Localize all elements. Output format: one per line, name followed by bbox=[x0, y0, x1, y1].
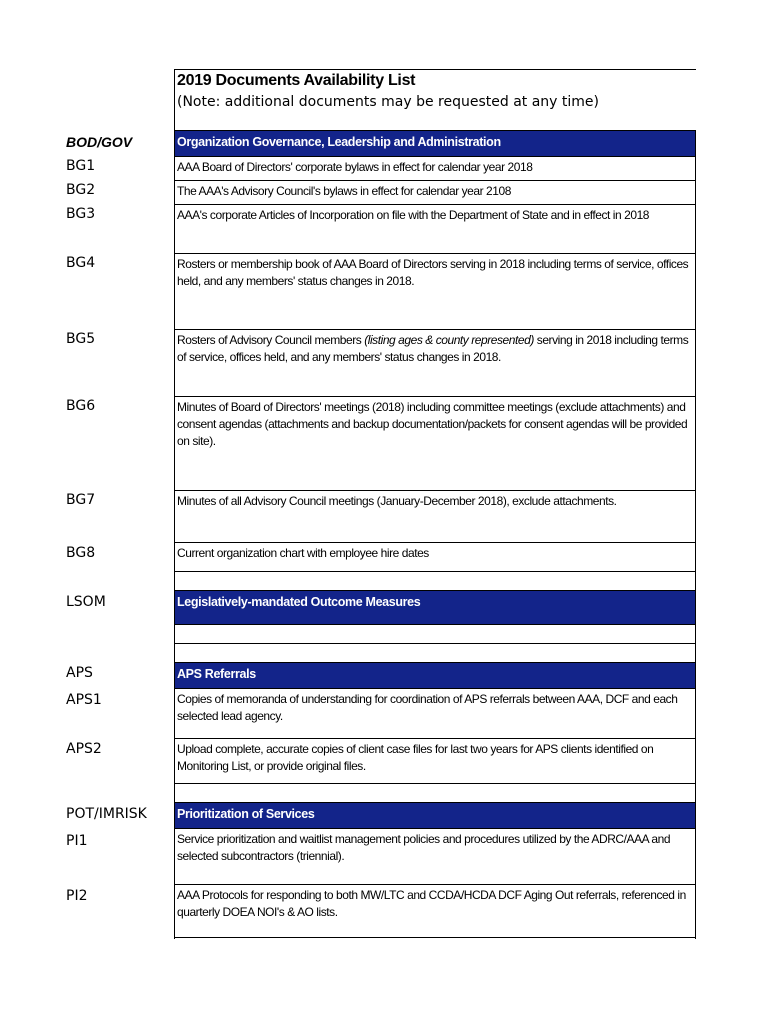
row-text: The AAA's Advisory Council's bylaws in effect for calendar year 2108 bbox=[177, 184, 511, 198]
code-bodgov: BOD/GOV bbox=[66, 134, 133, 150]
code-aps1: APS1 bbox=[66, 692, 102, 708]
table-row-bg2 bbox=[175, 181, 695, 205]
code-bg2: BG2 bbox=[66, 182, 96, 198]
row-text: Current organization chart with employee hire dates bbox=[177, 546, 429, 560]
row-text: Minutes of Board of Directors' meetings (2018) including committee meetings (exclude attachments) and consent agendas (attachments and backup documentation/packets for consent agendas will be provided on site). bbox=[177, 400, 688, 448]
table-row-bg1 bbox=[175, 157, 695, 181]
table-row-aps1 bbox=[175, 689, 695, 739]
table-row-spacer bbox=[175, 572, 695, 591]
code-lsom: LSOM bbox=[66, 594, 106, 610]
code-pi1: PI1 bbox=[66, 833, 88, 849]
section-header-pot bbox=[175, 803, 695, 829]
table-row-spacer bbox=[175, 784, 695, 803]
section-header-lsom-label: Legislatively-mandated Outcome Measures bbox=[177, 595, 421, 609]
code-bg4: BG4 bbox=[66, 255, 96, 271]
row-text: Upload complete, accurate copies of client case files for last two years for APS clients identified on Monitoring List, or provide original files. bbox=[177, 742, 654, 773]
table-row-spacer bbox=[175, 644, 695, 663]
document-title: 2019 Documents Availability List bbox=[177, 72, 416, 89]
table-row-pi2 bbox=[175, 885, 695, 938]
row-text: Copies of memoranda of understanding for coordination of APS referrals between AAA, DCF and each selected lead agency. bbox=[177, 692, 678, 723]
code-aps2: APS2 bbox=[66, 741, 102, 757]
row-text: AAA's corporate Articles of Incorporation on file with the Department of State and in effect in 2018 bbox=[177, 208, 650, 222]
section-header-org-label: Organization Governance, Leadership and Administration bbox=[177, 135, 501, 149]
row-text: Rosters of Advisory Council members (listing ages & county represented) serving in 2018 including terms of service, offices held, and any members' status changes in 2018. bbox=[177, 333, 689, 364]
code-pi2: PI2 bbox=[66, 888, 88, 904]
row-text: AAA Board of Directors' corporate bylaws in effect for calendar year 2018 bbox=[177, 160, 533, 174]
section-header-org bbox=[175, 131, 695, 157]
table-row-spacer bbox=[175, 625, 695, 644]
table-row-bg7 bbox=[175, 491, 695, 543]
row-text: AAA Protocols for responding to both MW/LTC and CCDA/HCDA DCF Aging Out referrals, referenced in quarterly DOEA NOI's & AO lists. bbox=[177, 888, 686, 919]
section-header-lsom bbox=[175, 591, 695, 625]
table-row-aps2 bbox=[175, 739, 695, 784]
table-row-bg4 bbox=[175, 254, 695, 330]
document-note: (Note: additional documents may be requested at any time) bbox=[177, 94, 599, 110]
code-aps: APS bbox=[66, 665, 93, 681]
section-header-aps bbox=[175, 663, 695, 689]
table-row-bg5 bbox=[175, 330, 695, 397]
code-bg6: BG6 bbox=[66, 398, 96, 414]
code-potimrisk: POT/IMRISK bbox=[66, 806, 147, 822]
table-top-border bbox=[174, 69, 696, 70]
row-text: Minutes of all Advisory Council meetings (January-December 2018), exclude attachments. bbox=[177, 494, 617, 508]
code-bg1: BG1 bbox=[66, 158, 96, 174]
code-column bbox=[0, 0, 170, 1024]
row-text: Rosters or membership book of AAA Board of Directors serving in 2018 including terms of service, offices held, and any members' status changes in 2018. bbox=[177, 257, 689, 288]
table-row-bg3 bbox=[175, 205, 695, 254]
section-header-aps-label: APS Referrals bbox=[177, 667, 256, 681]
table-row-bg6 bbox=[175, 397, 695, 491]
row-text: Service prioritization and waitlist management policies and procedures utilized by the ADRC/AAA and selected subcontractors (triennial). bbox=[177, 832, 671, 863]
section-header-pot-label: Prioritization of Services bbox=[177, 807, 315, 821]
code-bg3: BG3 bbox=[66, 206, 96, 222]
code-bg8: BG8 bbox=[66, 545, 96, 561]
code-bg7: BG7 bbox=[66, 492, 96, 508]
table-row-pi1 bbox=[175, 829, 695, 885]
code-bg5: BG5 bbox=[66, 331, 96, 347]
table-right-border bbox=[695, 130, 696, 939]
table-row-bg8 bbox=[175, 543, 695, 572]
